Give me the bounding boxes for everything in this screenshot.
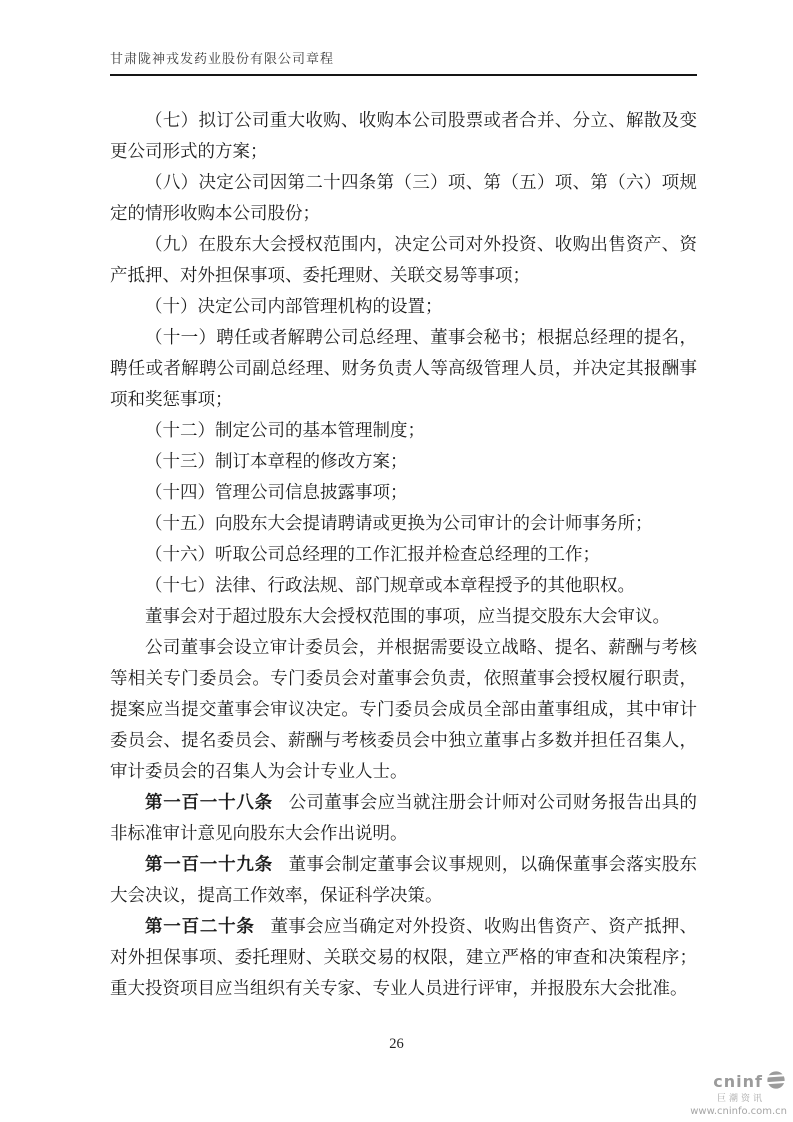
cninfo-url: www.cninfo.com.cn	[690, 1106, 787, 1118]
article-paragraph	[110, 911, 697, 1004]
paragraph-text: 董事会应当确定对外投资、收购出售资产、资产抵押、对外担保事项、委托理财、关联交易的权限，建立严格的审查和决策程序；重大投资项目应当组织有关专家、专业人员进行评审，并报股东大会批准。	[110, 916, 698, 998]
paragraph-text: （十四）管理公司信息披露事项；	[145, 482, 408, 502]
header-rule	[110, 74, 697, 76]
article-paragraph	[110, 849, 697, 911]
paragraph-text: （十）决定公司内部管理机构的设置；	[145, 296, 443, 316]
body-paragraph	[110, 477, 697, 508]
header-title: 甘肃陇神戎发药业股份有限公司章程	[110, 51, 335, 66]
cninfo-swirl-icon	[765, 1070, 787, 1094]
body-paragraph	[110, 105, 697, 167]
document-body	[110, 105, 697, 1004]
paragraph-text: （十六）听取公司总经理的工作汇报并检查总经理的工作；	[145, 544, 600, 564]
body-paragraph	[110, 167, 697, 229]
paragraph-text: 董事会制定董事会议事规则，以确保董事会落实股东大会决议，提高工作效率，保证科学决策。	[110, 854, 698, 905]
body-paragraph	[110, 601, 697, 632]
body-paragraph	[110, 508, 697, 539]
body-paragraph	[110, 322, 697, 415]
body-paragraph	[110, 229, 697, 291]
article-number: 第一百一十八条	[145, 792, 273, 812]
article-paragraph	[110, 787, 697, 849]
article-number: 第一百二十条	[145, 916, 255, 936]
body-paragraph	[110, 539, 697, 570]
page-content	[110, 48, 697, 1004]
paragraph-text: （十一）聘任或者解聘公司总经理、董事会秘书；根据总经理的提名，聘任或者解聘公司副总经理、财务负责人等高级管理人员，并决定其报酬事项和奖惩事项；	[110, 327, 697, 409]
body-paragraph	[110, 632, 697, 787]
body-paragraph	[110, 570, 697, 601]
paragraph-text: （九）在股东大会授权范围内，决定公司对外投资、收购出售资产、资产抵押、对外担保事项、委托理财、关联交易等事项；	[110, 234, 697, 285]
body-paragraph	[110, 446, 697, 477]
paragraph-text: （十五）向股东大会提请聘请或更换为公司审计的会计师事务所；	[145, 513, 653, 533]
page-header	[110, 48, 697, 76]
paragraph-text: （八）决定公司因第二十四条第（三）项、第（五）项、第（六）项规定的情形收购本公司股份；	[110, 172, 697, 223]
cninfo-watermark	[690, 1070, 787, 1117]
cninfo-logo-text: cninf	[713, 1072, 763, 1091]
paragraph-text: （十七）法律、行政法规、部门规章或本章程授予的其他职权。	[145, 575, 635, 595]
paragraph-text: （十三）制订本章程的修改方案；	[145, 451, 408, 471]
paragraph-text: （十二）制定公司的基本管理制度；	[145, 420, 425, 440]
cninfo-brand-name: 巨潮资讯	[716, 1093, 765, 1104]
page-number: 26	[389, 1036, 404, 1052]
paragraph-text: （七）拟订公司重大收购、收购本公司股票或者合并、分立、解散及变更公司形式的方案；	[110, 110, 697, 161]
paragraph-text: 公司董事会应当就注册会计师对公司财务报告出具的非标准审计意见向股东大会作出说明。	[110, 792, 698, 843]
cninfo-logo-row	[690, 1070, 787, 1094]
article-number: 第一百一十九条	[145, 854, 273, 874]
body-paragraph	[110, 415, 697, 446]
paragraph-text: 公司董事会设立审计委员会，并根据需要设立战略、提名、薪酬与考核等相关专门委员会。专门委员会对董事会负责，依照董事会授权履行职责，提案应当提交董事会审议决定。专门委员会成员全部由董事组成，其中审计委员会、提名委员会、薪酬与考核委员会中独立董事占多数并担任召集人，审计委员会的召集人为会计专业人士。	[110, 637, 697, 781]
body-paragraph	[110, 291, 697, 322]
paragraph-text: 董事会对于超过股东大会授权范围的事项，应当提交股东大会审议。	[145, 606, 670, 626]
